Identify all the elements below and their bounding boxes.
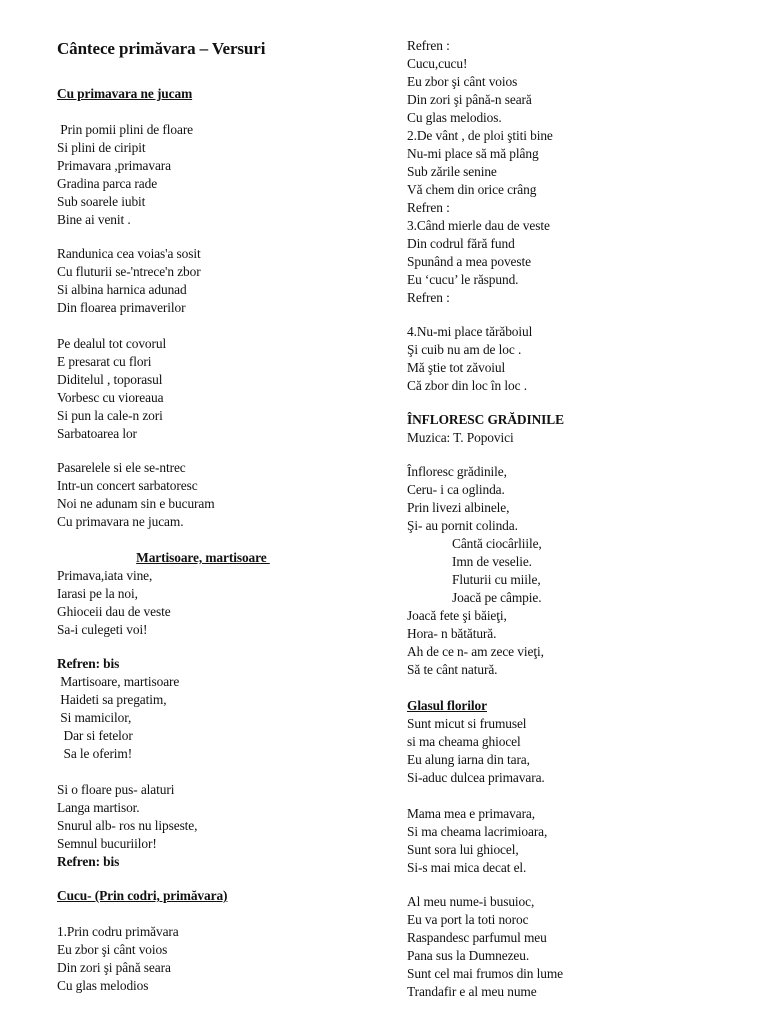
verse-line: si ma cheama ghiocel	[407, 734, 521, 749]
verse-line: Din floarea primaverilor	[57, 300, 186, 315]
verse-line: Refren :	[407, 38, 450, 53]
verse-line: Spunând a mea poveste	[407, 254, 531, 269]
verse-line: E presarat cu flori	[57, 354, 152, 369]
verse-line: Pe dealul tot covorul	[57, 336, 167, 351]
verse-line: Ah de ce n- am zece vieţi,	[407, 644, 544, 659]
verse-line: Si o floare pus- alaturi	[57, 782, 175, 797]
verse-line: Sunt micut si frumusel	[407, 716, 527, 731]
verse-line: Gradina parca rade	[57, 176, 158, 191]
verse-line: Primavara ,primavara	[57, 158, 171, 173]
verse-line: Snurul alb- ros nu lipseste,	[57, 818, 198, 833]
verse-line: Sarbatoarea lor	[57, 426, 137, 441]
verse-line: Joacă fete şi băieţi,	[407, 608, 507, 623]
verse-line: Trandafir e al meu nume	[407, 984, 537, 999]
verse-line: Cu primavara ne jucam.	[57, 514, 184, 529]
verse-line: Noi ne adunam sin e bucuram	[57, 496, 215, 511]
verse-line: Sub soarele iubit	[57, 194, 146, 209]
refrain-label: Refren: bis	[57, 854, 120, 869]
verse-line: Diditelul , toporasul	[57, 372, 163, 387]
verse-line: Hora- n bătătură.	[407, 626, 497, 641]
verse-line: Înfloresc grădinile,	[407, 464, 507, 479]
verse-line: Cu glas melodios.	[407, 110, 502, 125]
verse-line: Si ma cheama lacrimioara,	[407, 824, 548, 839]
verse-line: Vă chem din orice crâng	[407, 182, 537, 197]
verse-line: Primava,iata vine,	[57, 568, 153, 583]
verse-line: Sunt sora lui ghiocel,	[407, 842, 519, 857]
verse-line: Semnul bucuriilor!	[57, 836, 157, 851]
verse-line: Si-aduc dulcea primavara.	[407, 770, 545, 785]
verse-line: 2.De vânt , de ploi ştiti bine	[407, 128, 553, 143]
verse-line: Sunt cel mai frumos din lume	[407, 966, 564, 981]
verse-line: Că zbor din loc în loc .	[407, 378, 527, 393]
verse-line: Eu zbor şi cânt voios	[407, 74, 518, 89]
verse-line: Fluturii cu miile,	[452, 572, 541, 587]
verse-line: Iarasi pe la noi,	[57, 586, 138, 601]
verse-line: Sub zările senine	[407, 164, 497, 179]
verse-line: Randunica cea voias'a sosit	[57, 246, 201, 261]
verse-line: Din zori şi până seara	[57, 960, 171, 975]
verse-line: Mă ştie tot zăvoiul	[407, 360, 506, 375]
verse-line: Al meu nume-i busuioc,	[407, 894, 535, 909]
verse-line: Prin pomii plini de floare	[57, 122, 194, 137]
verse-line: Intr-un concert sarbatoresc	[57, 478, 198, 493]
verse-line: Bine ai venit .	[57, 212, 131, 227]
verse-line: Pana sus la Dumnezeu.	[407, 948, 530, 963]
verse-line: Pasarelele si ele se-ntrec	[57, 460, 186, 475]
verse-line: Ghiocеii dau de veste	[57, 604, 171, 619]
verse-line: Imn de veselie.	[452, 554, 532, 569]
verse-line: Langa martisor.	[57, 800, 140, 815]
verse-line: 3.Când mierle dau de veste	[407, 218, 550, 233]
verse-line: Eu va port la toti noroc	[407, 912, 529, 927]
verse-line: Cu glas melodios	[57, 978, 149, 993]
verse-line: Prin livezi albinele,	[407, 500, 510, 515]
verse-line: Cântă ciocârliile,	[452, 536, 542, 551]
verse-line: Cu fluturii se-'ntrece'n zbor	[57, 264, 201, 279]
refrain-label: ÎNFLORESC GRĂDINILE	[407, 412, 564, 427]
verse-line: Dar si fetelor	[57, 728, 133, 743]
verse-line: Sa-i culegeti voi!	[57, 622, 148, 637]
verse-line: Martisoare, martisoare	[57, 674, 180, 689]
verse-line: Nu-mi place să mă plâng	[407, 146, 539, 161]
verse-line: Si-s mai mica decat el.	[407, 860, 527, 875]
verse-line: Si plini de ciripit	[57, 140, 146, 155]
verse-line: Raspandesc parfumul meu	[407, 930, 547, 945]
verse-line: Joacă pe câmpie.	[452, 590, 542, 605]
refrain-label: Refren: bis	[57, 656, 120, 671]
verse-line: Eu ‘cucu’ le răspund.	[407, 272, 519, 287]
section-heading: Glasul florilor	[407, 698, 487, 713]
verse-line: Cucu,cucu!	[407, 56, 468, 71]
verse-line: Eu zbor şi cânt voios	[57, 942, 168, 957]
verse-line: Din codrul fără fund	[407, 236, 515, 251]
section-heading: Martisoare, martisoare	[136, 550, 270, 565]
verse-line: Si pun la cale-n zori	[57, 408, 163, 423]
verse-line: Si albina harnica adunad	[57, 282, 187, 297]
verse-line: Mama mea e primavara,	[407, 806, 536, 821]
verse-line: 1.Prin codru primăvara	[57, 924, 179, 939]
verse-line: Şi- au pornit colinda.	[407, 518, 518, 533]
verse-line: Vorbesc cu vioreaua	[57, 390, 164, 405]
verse-line: Din zori şi până-n seară	[407, 92, 532, 107]
page-title: Cântece primăvara – Versuri	[57, 39, 266, 58]
verse-line: Si mamicilor,	[57, 710, 132, 725]
verse-line: Muzica: T. Popovici	[407, 430, 514, 445]
verse-line: Şi cuib nu am de loc .	[407, 342, 522, 357]
verse-line: Haideti sa pregatim,	[57, 692, 167, 707]
verse-line: 4.Nu-mi place tărăboiul	[407, 324, 533, 339]
verse-line: Ceru- i ca oglinda.	[407, 482, 505, 497]
section-heading: Cucu- (Prin codri, primăvara)	[57, 888, 228, 903]
verse-line: Refren :	[407, 290, 450, 305]
verse-line: Să te cânt natură.	[407, 662, 498, 677]
section-heading: Cu primavara ne jucam	[57, 86, 193, 101]
verse-line: Refren :	[407, 200, 450, 215]
verse-line: Sa le oferim!	[57, 746, 133, 761]
verse-line: Eu alung iarna din tara,	[407, 752, 530, 767]
